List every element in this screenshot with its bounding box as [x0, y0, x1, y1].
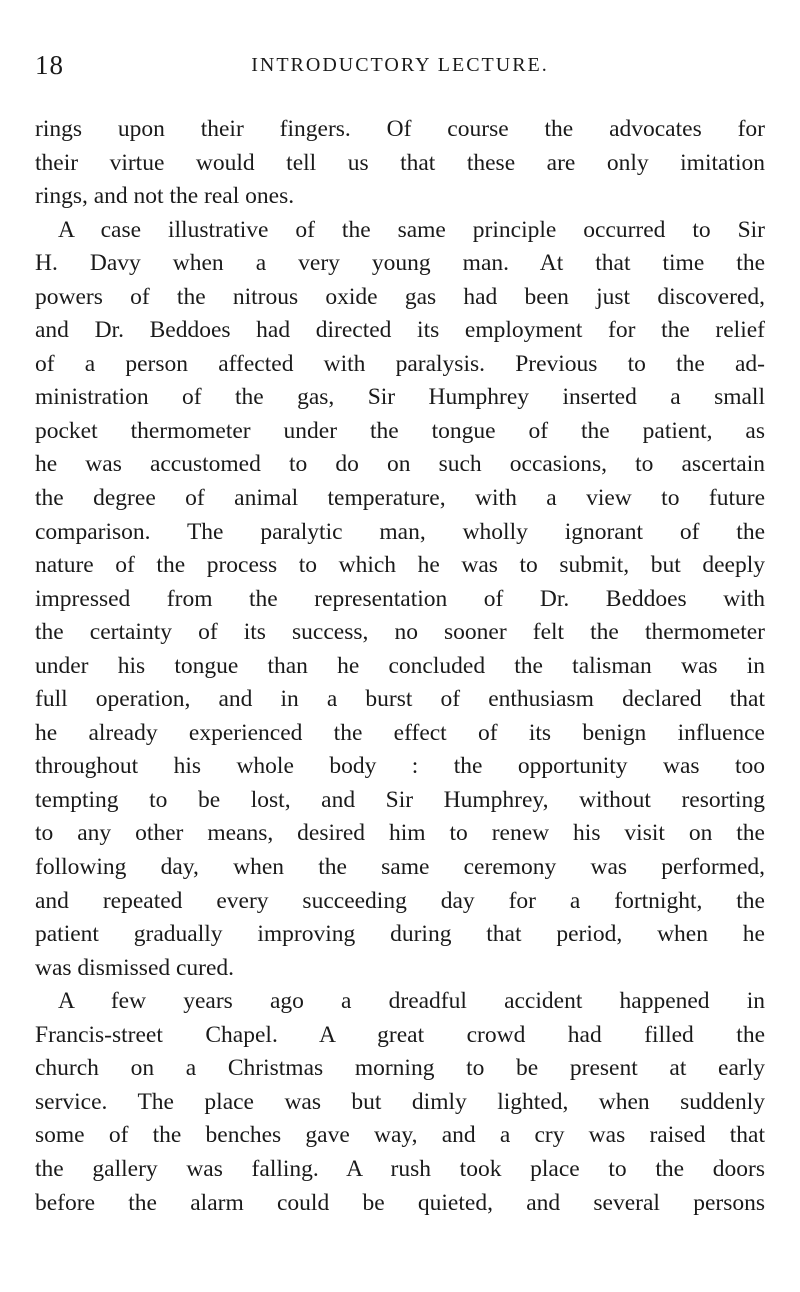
text-line: he was accustomed to do on such occasions, to ascertain [35, 451, 765, 478]
text-line: tempting to be lost, and Sir Humphrey, without resorting [35, 786, 765, 813]
text-line: to any other means, desired him to renew his visit on the [35, 820, 765, 847]
page-number: 18 [35, 50, 64, 80]
text-line: ministration of the gas, Sir Humphrey inserted a small [35, 384, 765, 411]
text-line: the gallery was falling. A rush took place to the doors [35, 1155, 765, 1182]
text-line: he already experienced the effect of its benign influence [35, 719, 765, 746]
text-line: and repeated every succeeding day for a fortnight, the [35, 887, 765, 914]
text-line: patient gradually improving during that period, when he [35, 921, 765, 948]
text-line: powers of the nitrous oxide gas had been just discovered, [35, 283, 765, 310]
text-line: H. Davy when a very young man. At that time the [35, 250, 765, 277]
text-line: rings upon their fingers. Of course the advocates for [35, 116, 765, 142]
text-line: impressed from the representation of Dr. Beddoes with [35, 585, 765, 612]
text-line: their virtue would tell us that these are only imitation [35, 149, 765, 176]
text-line: service. The place was but dimly lighted, when suddenly [35, 1088, 765, 1115]
text-line: nature of the process to which he was to submit, but deeply [35, 552, 765, 579]
text-line: A case illustrative of the same principle occurred to Sir [58, 216, 765, 243]
text-line: church on a Christmas morning to be present at early [35, 1055, 765, 1082]
text-line: pocket thermometer under the tongue of the patient, as [35, 417, 765, 444]
page-header [35, 50, 765, 80]
text-line: the degree of animal temperature, with a view to future [35, 485, 765, 512]
text-line: before the alarm could be quieted, and several persons [35, 1189, 765, 1216]
body-text [35, 113, 765, 1220]
text-line: Francis-street Chapel. A great crowd had filled the [35, 1021, 765, 1048]
text-line: A few years ago a dreadful accident happened in [58, 988, 765, 1015]
text-line: the certainty of its success, no sooner felt the thermometer [35, 619, 765, 646]
text-line: comparison. The paralytic man, wholly ignorant of the [35, 518, 765, 545]
text-line: throughout his whole body : the opportunity was too [35, 753, 765, 780]
text-line: following day, when the same ceremony was performed, [35, 854, 765, 881]
text-line: of a person affected with paralysis. Previous to the ad- [35, 350, 765, 377]
running-head: INTRODUCTORY LECTURE. [251, 54, 549, 76]
text-line: some of the benches gave way, and a cry was raised that [35, 1122, 765, 1149]
text-line: under his tongue than he concluded the talisman was in [35, 652, 765, 679]
text-line: and Dr. Beddoes had directed its employment for the relief [35, 317, 765, 344]
text-line: rings, and not the real ones. [35, 183, 295, 210]
text-line: full operation, and in a burst of enthusiasm declared that [35, 686, 765, 713]
text-line: was dismissed cured. [35, 954, 235, 981]
